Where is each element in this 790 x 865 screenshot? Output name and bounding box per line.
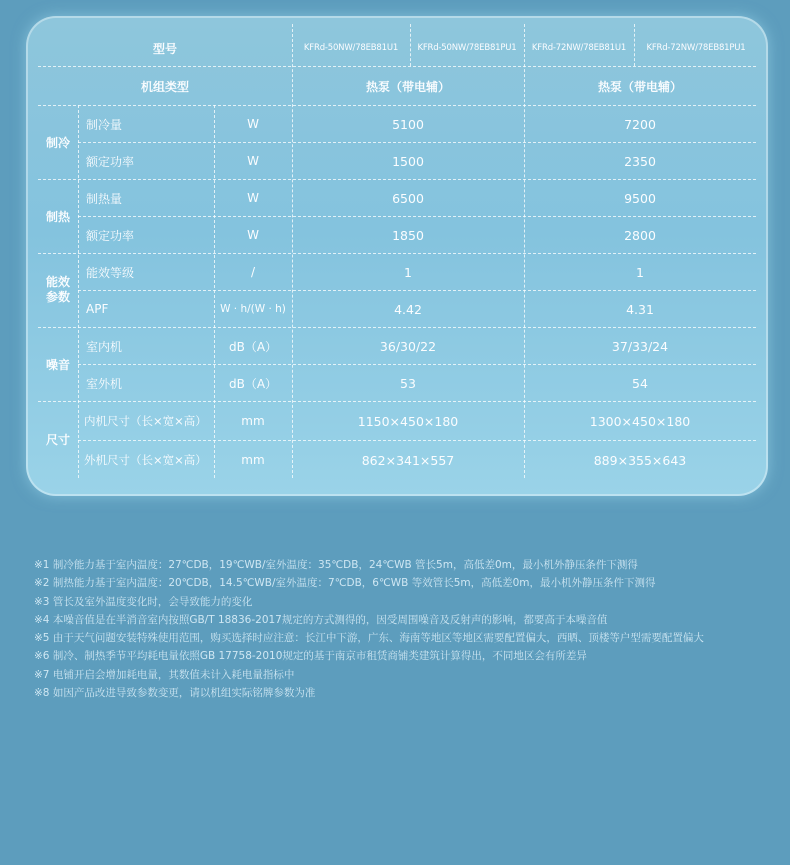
unit-type-value: 热泵（带电辅） [365,79,450,94]
spec-value: 2350 [624,153,656,169]
footnote: ※5 由于天气问题安装特殊使用范围，购买选择时应注意：长江中下游，广东、海南等地区等地区需要配置偏大，西晒、顶楼等户型需要配置偏大 [34,632,704,645]
model-name: KFRd-50NW/78EB81U1 [303,43,399,53]
unit-label: W [247,154,259,168]
footnote: ※1 制冷能力基于室内温度：27℃DB，19℃WB/室外温度：35℃DB，24℃WB 管长5m，高低差0m，最小机外静压条件下测得 [34,559,638,571]
unit-label: / [250,265,256,279]
spec-value: 1 [636,264,644,280]
model-name: KFRd-50NW/78EB81PU1 [417,43,517,53]
spec-value: 862×341×557 [361,452,455,468]
item-label: 内机尺寸（长×宽×高） [84,414,207,428]
item-label: 制热量 [86,191,123,206]
footnote: ※3 管长及室外温度变化时，会导致能力的变化 [34,595,253,608]
unit-type-value: 热泵（带电辅） [597,79,682,94]
group-label-heating: 制热 [45,209,70,224]
spec-value: 37/33/24 [611,338,669,354]
model-name: KFRd-72NW/78EB81U1 [531,43,627,53]
spec-value: 1850 [392,227,424,243]
group-label-dimensions: 尺寸 [45,433,70,447]
footnote: ※7 电铺开启会增加耗电量，其数值未计入耗电量指标中 [34,668,295,681]
unit-label: mm [241,414,265,428]
spec-value: 2800 [624,227,656,243]
item-label: 室外机 [86,376,123,391]
spec-value: 54 [632,375,648,391]
spec-table-card [26,16,768,496]
spec-value: 1300×450×180 [589,413,691,429]
footnote: ※4 本噪音值是在半消音室内按照GB/T 18836-2017规定的方式测得的，因受周围噪音及反射声的影响，都要高于本噪音值 [34,613,608,626]
group-label-noise: 噪音 [45,357,70,372]
spec-value: 7200 [624,116,656,132]
spec-value: 4.42 [394,301,422,317]
unit-label: W [247,117,259,131]
spec-value: 6500 [392,190,424,206]
unit-label: mm [241,453,265,467]
spec-value: 1 [404,264,412,280]
unit-label: W [247,228,259,242]
unit-type-label: 机组类型 [140,79,189,94]
footnotes [34,556,764,702]
spec-value: 889×355×643 [593,452,687,468]
item-label: 制冷量 [86,117,123,132]
item-label: 室内机 [86,339,123,354]
unit-label: W [247,191,259,205]
spec-value: 1150×450×180 [357,413,459,429]
spec-value: 9500 [624,190,656,206]
group-label-line: 参数 [45,290,70,304]
model-name: KFRd-72NW/78EB81PU1 [646,43,746,53]
spec-value: 36/30/22 [379,338,437,354]
item-label: 额定功率 [86,154,135,169]
group-label-efficiency [38,253,78,327]
footnote: ※8 如因产品改进导致参数变更，请以机组实际铭牌参数为准 [34,687,316,700]
spec-value: 53 [400,375,416,391]
group-label-line: 能效 [45,275,70,289]
item-label: 能效等级 [86,265,135,280]
spec-value: 4.31 [626,301,654,317]
model-label: 型号 [152,41,177,56]
footnote: ※2 制热能力基于室内温度：20℃DB，14.5℃WB/室外温度：7℃DB，6℃WB 等效管长5m，高低差0m，最小机外静压条件下测得 [34,577,656,590]
item-label: APF [86,302,109,316]
spec-value: 5100 [392,116,424,132]
unit-label: dB（A） [228,376,278,391]
unit-label: W · h/(W · h) [220,303,286,315]
unit-label: dB（A） [228,339,278,354]
col-divider [78,105,79,478]
spec-value: 1500 [392,153,424,169]
item-label: 外机尺寸（长×宽×高） [84,453,207,467]
group-label-cooling: 制冷 [45,135,70,150]
footnote: ※6 制冷、制热季节平均耗电量依照GB 17758-2010规定的基于南京市租赁商铺类建筑计算得出，不同地区会有所差异 [34,650,587,663]
item-label: 额定功率 [86,228,135,243]
